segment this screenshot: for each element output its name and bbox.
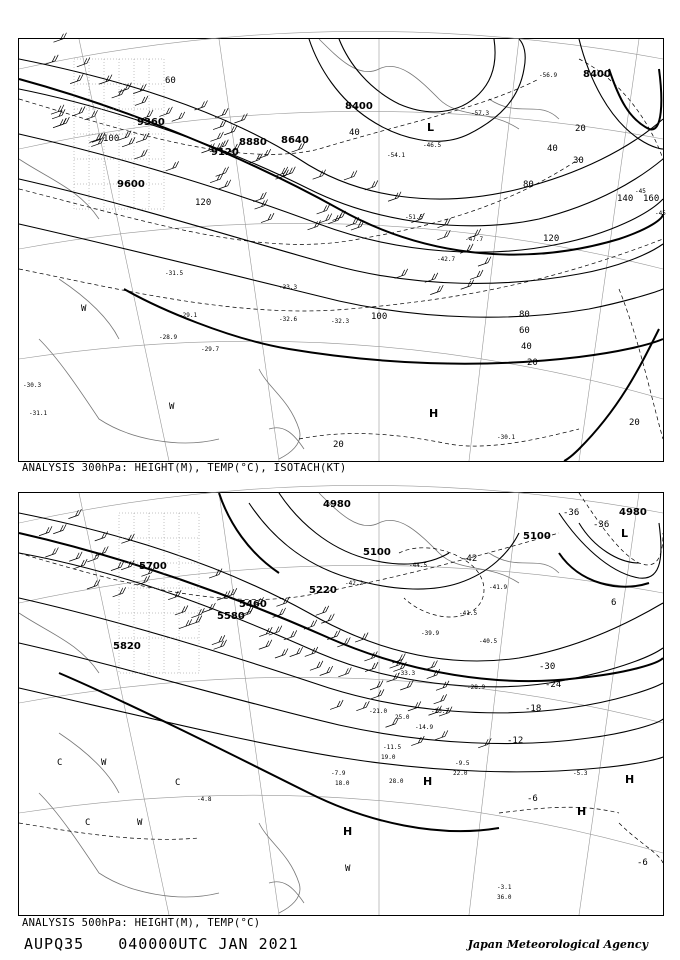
station-value: -14.9 — [415, 724, 434, 731]
isotach-label: 140 — [617, 194, 634, 204]
station-value: -30.1 — [497, 434, 516, 441]
wind-barb — [214, 640, 227, 650]
station-value: -31.5 — [165, 270, 184, 277]
latlon-grid — [19, 485, 663, 915]
low-pressure-marker: L — [621, 527, 629, 540]
analysis-datetime: 040000UTC JAN 2021 — [118, 935, 299, 953]
height-label: 5100 — [363, 547, 391, 558]
wind-barbs — [45, 33, 491, 295]
station-value: -33.3 — [279, 284, 298, 291]
wind-barb — [113, 587, 126, 597]
wind-barb — [134, 149, 147, 159]
wind-barb — [39, 526, 52, 536]
wind-barb — [212, 635, 225, 645]
wind-barb — [56, 117, 69, 127]
wind-barb — [436, 681, 449, 691]
isotach-label: 100 — [103, 134, 120, 144]
wind-barb — [159, 107, 172, 117]
station-value: -45 — [655, 210, 666, 217]
wind-barb — [179, 619, 192, 629]
station-value: -32.3 — [331, 318, 350, 325]
wind-barb — [438, 218, 451, 228]
wind-barb — [218, 180, 231, 190]
height-contours — [19, 39, 663, 317]
product-code: AUPQ35 — [24, 935, 85, 953]
station-value: -11.5 — [383, 744, 402, 751]
wind-barb — [215, 108, 228, 118]
height-label: 9360 — [137, 117, 165, 128]
height-label: 5460 — [239, 599, 267, 610]
wind-barb — [118, 83, 131, 93]
station-value: -39.9 — [421, 630, 440, 637]
station-value: -45 — [635, 188, 646, 195]
wind-barb — [210, 132, 223, 142]
wind-barb — [72, 106, 85, 116]
wind-barbs — [39, 509, 491, 748]
isotach-label: 80 — [523, 180, 534, 190]
wind-barb — [356, 701, 369, 711]
station-value: -28.9 — [159, 334, 178, 341]
temp-label: -18 — [525, 704, 542, 714]
warm-marker: W — [137, 818, 143, 828]
wind-barb — [395, 269, 408, 279]
wind-barb — [53, 524, 66, 534]
isotach-label: 20 — [527, 358, 538, 368]
temp-label: -24 — [545, 680, 562, 690]
wind-barb — [172, 112, 185, 122]
temp-label: 6 — [611, 598, 617, 608]
height-label: 5820 — [113, 641, 141, 652]
coastline — [19, 39, 559, 459]
station-value: -54.1 — [387, 152, 406, 159]
height-label: 5580 — [217, 611, 245, 622]
high-pressure-marker: H — [577, 805, 587, 818]
station-value: -41.9 — [489, 584, 508, 591]
wind-barb — [224, 125, 237, 135]
height-label: 8880 — [239, 137, 267, 148]
height-label: 8400 — [345, 101, 373, 112]
wind-barb — [365, 180, 378, 190]
warm-marker: W — [81, 304, 87, 314]
wind-barb — [234, 113, 247, 123]
station-value: -40.5 — [479, 638, 498, 645]
cold-marker: C — [175, 778, 181, 788]
station-value: -42.7 — [437, 256, 456, 263]
low-pressure-marker: L — [427, 121, 435, 134]
station-value: -44.5 — [409, 562, 428, 569]
wind-barb — [330, 700, 343, 710]
station-value: -56.9 — [539, 72, 558, 79]
isotach-label: 80 — [519, 310, 530, 320]
temp-label: -36 — [563, 508, 580, 518]
station-observations — [197, 562, 588, 901]
height-label: 4980 — [323, 499, 351, 510]
wind-barb — [319, 214, 332, 224]
isotach-label: 120 — [195, 198, 212, 208]
station-value: -28.9 — [467, 684, 486, 691]
station-value: -7.9 — [331, 770, 346, 777]
caption-300hpa: ANALYSIS 300hPa: HEIGHT(M), TEMP(°C), ISOTACH(KT) — [22, 462, 347, 474]
warm-marker: W — [169, 402, 175, 412]
station-value: -42.2 — [345, 580, 364, 587]
isotach-label: 40 — [521, 342, 532, 352]
station-value: -41.5 — [459, 610, 478, 617]
height-label: 9120 — [211, 147, 239, 158]
height-label: 8640 — [281, 135, 309, 146]
height-contours — [19, 493, 663, 772]
isotherms — [19, 59, 663, 446]
wind-barb — [321, 614, 334, 624]
wind-barb — [112, 88, 125, 98]
station-value: -3.1 — [497, 884, 512, 891]
wind-barb — [53, 33, 66, 43]
height-label: 5700 — [139, 561, 167, 572]
wind-barb — [189, 616, 202, 626]
station-value: -32.6 — [279, 316, 298, 323]
wind-barb — [370, 680, 383, 690]
high-pressure-marker: H — [343, 825, 353, 838]
station-value: -47.7 — [465, 236, 484, 243]
wind-barb — [320, 666, 333, 676]
map-300hpa-canvas — [19, 39, 666, 461]
temp-label: -36 — [593, 520, 610, 530]
caption-500hpa: ANALYSIS 500hPa: HEIGHT(M), TEMP(°C) — [22, 917, 261, 929]
warm-marker: W — [101, 758, 107, 768]
wind-barb — [478, 257, 491, 267]
height-label: 5220 — [309, 585, 337, 596]
wind-barb — [68, 509, 81, 519]
wind-barb — [435, 730, 448, 740]
station-value: -29.1 — [179, 312, 198, 319]
wind-barb — [135, 96, 148, 106]
temp-label: -42 — [461, 554, 478, 564]
station-value: 25.0 — [395, 714, 410, 721]
wind-barb — [344, 170, 357, 180]
warm-marker: W — [345, 864, 351, 874]
wind-barb — [45, 548, 58, 558]
high-pressure-marker: H — [423, 775, 433, 788]
map-500hpa-canvas — [19, 493, 663, 915]
height-label: 9600 — [117, 179, 145, 190]
wind-barb — [317, 204, 330, 214]
station-value: 36.0 — [497, 894, 512, 901]
wind-barb — [310, 661, 323, 671]
wind-barb — [122, 137, 135, 147]
wind-barb — [316, 606, 329, 616]
chart-identifier — [24, 935, 333, 953]
isotach-label: 100 — [371, 312, 388, 322]
station-value: -46.5 — [423, 142, 442, 149]
wind-barb — [261, 213, 274, 223]
station-value: -51.5 — [405, 214, 424, 221]
wind-barb — [209, 569, 222, 579]
wind-barb — [400, 680, 413, 690]
wind-barb — [166, 161, 179, 171]
isotach-label: 20 — [575, 124, 586, 134]
wind-barb — [275, 648, 288, 658]
isotach-label: 160 — [643, 194, 660, 204]
isotach-label: 40 — [349, 128, 360, 138]
wind-barb — [437, 230, 450, 240]
temp-label: -12 — [507, 736, 524, 746]
wind-barb — [175, 605, 188, 615]
temp-label: -30 — [539, 662, 556, 672]
wind-barb — [253, 192, 266, 202]
wind-barb — [118, 131, 131, 141]
station-value: -9.5 — [455, 760, 470, 767]
temp-label: -6 — [527, 794, 538, 804]
wind-barb — [371, 689, 384, 699]
height-label: 8400 — [583, 69, 611, 80]
station-value: 18.0 — [335, 780, 350, 787]
wind-barb — [328, 214, 341, 224]
station-value: -33.3 — [397, 670, 416, 677]
station-value: 22.0 — [453, 770, 468, 777]
station-value: -5.3 — [573, 770, 588, 777]
station-observations — [23, 72, 666, 441]
wind-barb — [461, 280, 474, 290]
wind-barb — [434, 694, 447, 704]
isotach-label: 30 — [573, 156, 584, 166]
cold-marker: C — [57, 758, 63, 768]
wind-barb — [213, 120, 226, 129]
height-label: 5100 — [523, 531, 551, 542]
isotach-label: 60 — [165, 76, 176, 86]
wind-barb — [290, 647, 303, 657]
isotach-label: 40 — [547, 144, 558, 154]
wind-barb — [259, 640, 272, 650]
wind-barb — [69, 552, 82, 562]
station-value: -30.3 — [23, 382, 42, 389]
station-value: -57.3 — [471, 110, 490, 117]
station-value: -21.0 — [369, 708, 388, 715]
cold-marker: C — [85, 818, 91, 828]
isotach-label: 60 — [519, 326, 530, 336]
station-value: 19.0 — [381, 754, 396, 761]
station-value: -23.7 — [431, 708, 450, 715]
wind-barb — [470, 270, 483, 280]
station-value: -29.7 — [201, 346, 220, 353]
station-value: -31.1 — [29, 410, 48, 417]
analysis-500hpa-map — [18, 492, 664, 916]
wind-barb — [338, 667, 351, 677]
wind-barb — [70, 74, 83, 84]
station-value: -4.8 — [197, 796, 212, 803]
isotach-label: 20 — [629, 418, 640, 428]
high-pressure-marker: H — [429, 407, 439, 420]
wind-barb — [430, 285, 443, 295]
isotach-label: 120 — [543, 234, 560, 244]
isotach-label: 20 — [333, 440, 344, 450]
agency-credit: Japan Meteorological Agency — [467, 938, 648, 951]
temp-label: -6 — [637, 858, 648, 868]
analysis-300hpa-map — [18, 38, 664, 462]
station-value: 28.0 — [389, 778, 404, 785]
height-label: 4980 — [619, 507, 647, 518]
high-pressure-marker: H — [625, 773, 635, 786]
wind-barb — [424, 660, 437, 670]
wind-barb — [249, 154, 262, 164]
